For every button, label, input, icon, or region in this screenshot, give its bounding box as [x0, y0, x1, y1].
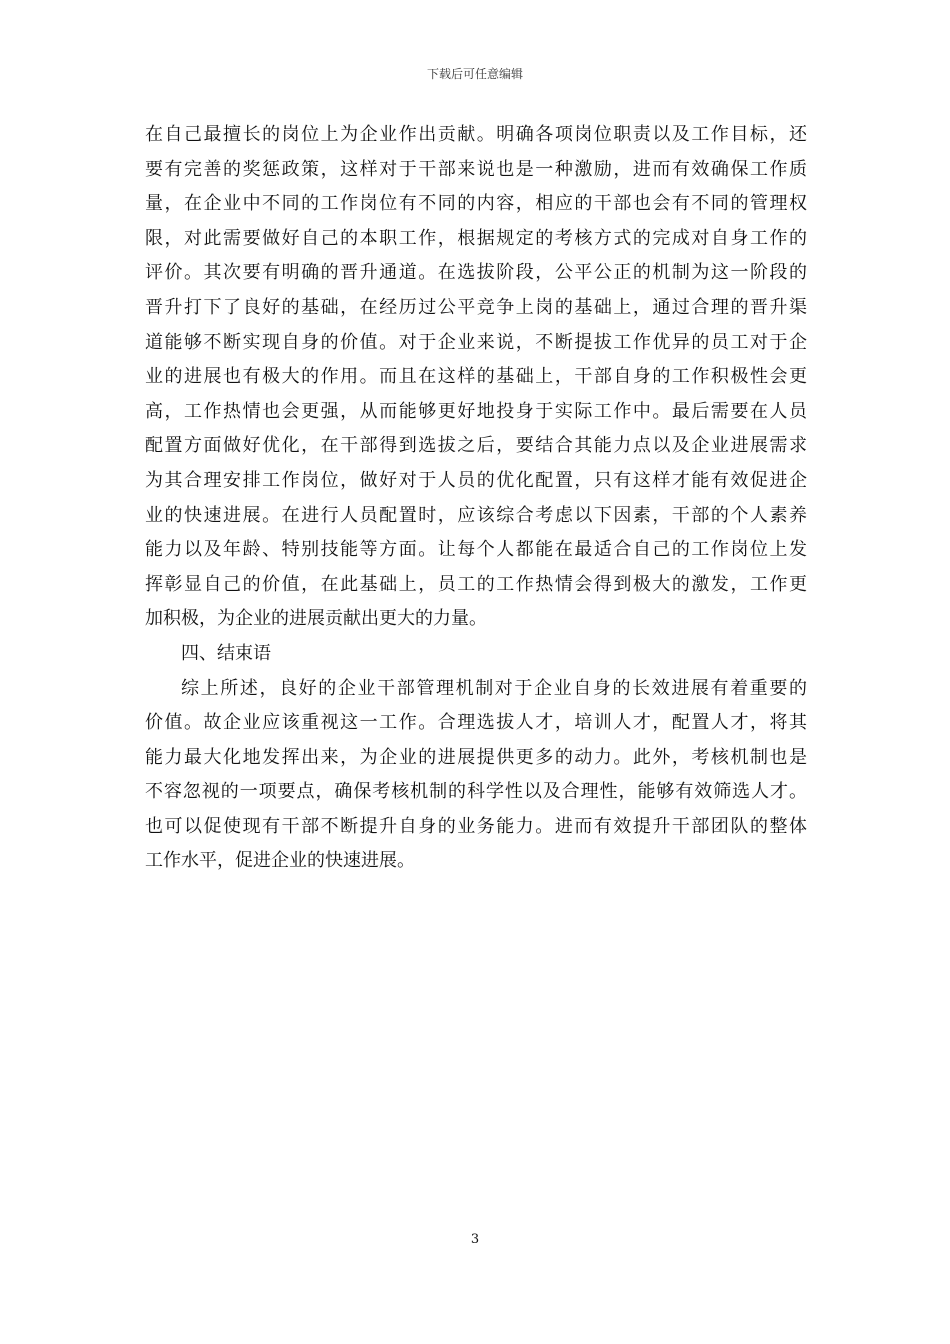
text-line: 量，在企业中不同的工作岗位有不同的内容，相应的干部也会有不同的管理权	[145, 193, 807, 215]
page-header: 下载后可任意编辑	[426, 67, 523, 81]
text-line: 要有完善的奖惩政策，这样对于干部来说也是一种激励，进而有效确保工作质	[145, 158, 807, 180]
paragraph-conclusion	[145, 672, 807, 880]
text-line: 加积极，为企业的进展贡献出更大的力量。	[145, 608, 487, 630]
text-line: 在自己最擅长的岗位上为企业作出贡献。明确各项岗位职责以及工作目标，还	[145, 124, 807, 145]
text-line: 能力以及年龄、特别技能等方面。让每个人都能在最适合自己的工作岗位上发	[145, 539, 807, 561]
document-body	[145, 118, 807, 879]
text-line: 能力最大化地发挥出来，为企业的进展提供更多的动力。此外，考核机制也是	[145, 746, 807, 768]
text-line: 道能够不断实现自身的价值。对于企业来说，不断提拔工作优异的员工对于企	[145, 331, 807, 353]
text-line: 评价。其次要有明确的晋升通道。在选拔阶段，公平公正的机制为这一阶段的	[145, 262, 807, 284]
text-line: 工作水平，促进企业的快速进展。	[145, 850, 415, 872]
section-heading: 四、结束语	[181, 642, 271, 664]
text-line: 综上所述，良好的企业干部管理机制对于企业自身的长效进展有着重要的	[181, 677, 807, 699]
text-line: 配置方面做好优化，在干部得到选拔之后，要结合其能力点以及企业进展需求	[145, 435, 807, 457]
page-number: 3	[470, 1232, 480, 1247]
text-line: 价值。故企业应该重视这一工作。合理选拔人才，培训人才，配置人才，将其	[145, 712, 807, 734]
paragraph-continuation	[145, 118, 807, 637]
text-line: 高，工作热情也会更强，从而能够更好地投身于实际工作中。最后需要在人员	[145, 400, 807, 422]
text-line: 挥彰显自己的价值，在此基础上，员工的工作热情会得到极大的激发，工作更	[145, 573, 807, 595]
text-line: 晋升打下了良好的基础，在经历过公平竞争上岗的基础上，通过合理的晋升渠	[145, 296, 807, 318]
text-line: 也可以促使现有干部不断提升自身的业务能力。进而有效提升干部团队的整体	[145, 815, 807, 837]
text-line: 不容忽视的一项要点，确保考核机制的科学性以及合理性，能够有效筛选人才。	[145, 781, 807, 803]
text-line: 为其合理安排工作岗位，做好对于人员的优化配置，只有这样才能有效促进企	[145, 469, 807, 491]
text-line: 业的进展也有极大的作用。而且在这样的基础上，干部自身的工作积极性会更	[145, 366, 807, 388]
text-line: 业的快速进展。在进行人员配置时，应该综合考虑以下因素，干部的个人素养	[145, 504, 807, 526]
text-line: 限，对此需要做好自己的本职工作，根据规定的考核方式的完成对自身工作的	[145, 227, 807, 249]
